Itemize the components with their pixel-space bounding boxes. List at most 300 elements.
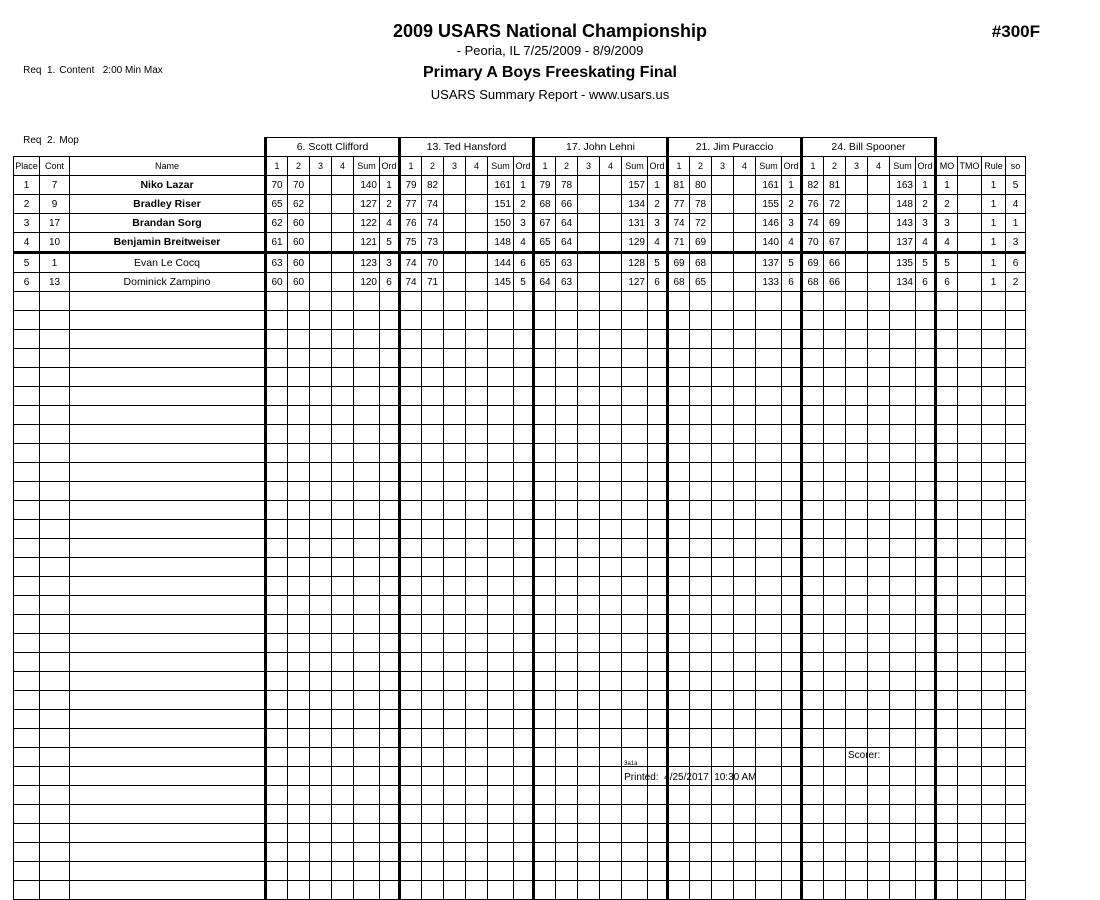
cell-empty[interactable] [782,330,802,349]
cell-j1-s2[interactable]: 60 [288,253,310,273]
cell-empty[interactable] [600,330,622,349]
cell-empty[interactable] [288,330,310,349]
cell-empty[interactable] [756,463,782,482]
cell-empty[interactable] [380,311,400,330]
cell-empty[interactable] [936,843,958,862]
cell-empty[interactable] [70,330,266,349]
cell-empty[interactable] [782,501,802,520]
cell-empty[interactable] [466,330,488,349]
cell-empty[interactable] [332,596,354,615]
cell-empty[interactable] [1006,805,1026,824]
cell-empty[interactable] [40,786,70,805]
cell-j5-sum[interactable]: 143 [890,214,916,233]
cell-empty[interactable] [782,482,802,501]
cell-empty[interactable] [648,520,668,539]
cell-empty[interactable] [514,577,534,596]
cell-empty[interactable] [648,881,668,900]
cell-empty[interactable] [958,349,982,368]
cell-empty[interactable] [400,786,422,805]
cell-empty[interactable] [846,634,868,653]
cell-empty[interactable] [380,653,400,672]
cell-empty[interactable] [578,615,600,634]
cell-empty[interactable] [70,463,266,482]
cell-empty[interactable] [288,767,310,786]
cell-empty[interactable] [488,748,514,767]
cell-j4-s2[interactable]: 78 [690,195,712,214]
cell-empty[interactable] [310,558,332,577]
cell-empty[interactable] [288,577,310,596]
cell-empty[interactable] [824,558,846,577]
cell-j1-s2[interactable]: 62 [288,195,310,214]
cell-empty[interactable] [802,387,824,406]
cell-j1-s4[interactable] [332,233,354,253]
cell-j1-ord[interactable]: 4 [380,214,400,233]
cell-empty[interactable] [734,881,756,900]
cell-empty[interactable] [288,843,310,862]
cell-so[interactable]: 3 [1006,233,1026,253]
cell-empty[interactable] [514,330,534,349]
cell-empty[interactable] [712,444,734,463]
cell-empty[interactable] [690,425,712,444]
cell-empty[interactable] [488,881,514,900]
cell-empty[interactable] [332,672,354,691]
cell-empty[interactable] [400,672,422,691]
cell-empty[interactable] [534,387,556,406]
cell-empty[interactable] [556,786,578,805]
cell-empty[interactable] [690,824,712,843]
cell-empty[interactable] [422,330,444,349]
table-row-empty[interactable] [14,520,1026,539]
cell-empty[interactable] [982,729,1006,748]
cell-empty[interactable] [266,634,288,653]
cell-empty[interactable] [982,349,1006,368]
cell-empty[interactable] [332,862,354,881]
cell-empty[interactable] [422,558,444,577]
cell-empty[interactable] [756,748,782,767]
cell-empty[interactable] [890,425,916,444]
cell-empty[interactable] [400,387,422,406]
cell-empty[interactable] [916,558,936,577]
cell-empty[interactable] [756,577,782,596]
cell-empty[interactable] [400,824,422,843]
cell-empty[interactable] [982,672,1006,691]
cell-empty[interactable] [400,501,422,520]
cell-empty[interactable] [556,843,578,862]
cell-empty[interactable] [890,558,916,577]
cell-empty[interactable] [310,596,332,615]
cell-empty[interactable] [734,710,756,729]
cell-empty[interactable] [40,311,70,330]
cell-empty[interactable] [824,349,846,368]
cell-empty[interactable] [40,387,70,406]
cell-empty[interactable] [802,349,824,368]
cell-empty[interactable] [354,292,380,311]
cell-empty[interactable] [354,482,380,501]
cell-tmo[interactable] [958,273,982,292]
cell-empty[interactable] [354,558,380,577]
cell-empty[interactable] [444,805,466,824]
cell-empty[interactable] [600,501,622,520]
cell-empty[interactable] [354,729,380,748]
cell-empty[interactable] [466,691,488,710]
cell-empty[interactable] [600,805,622,824]
cell-j5-s1[interactable]: 82 [802,176,824,195]
cell-empty[interactable] [824,501,846,520]
cell-empty[interactable] [712,425,734,444]
cell-empty[interactable] [936,862,958,881]
cell-empty[interactable] [288,881,310,900]
cell-j2-s2[interactable]: 82 [422,176,444,195]
cell-empty[interactable] [734,672,756,691]
cell-empty[interactable] [354,786,380,805]
cell-empty[interactable] [422,843,444,862]
cell-empty[interactable] [936,748,958,767]
cell-empty[interactable] [444,368,466,387]
cell-empty[interactable] [488,444,514,463]
cell-empty[interactable] [712,634,734,653]
cell-empty[interactable] [70,292,266,311]
cell-empty[interactable] [70,862,266,881]
cell-empty[interactable] [1006,482,1026,501]
cell-empty[interactable] [734,501,756,520]
cell-empty[interactable] [578,444,600,463]
cell-empty[interactable] [782,672,802,691]
cell-empty[interactable] [578,463,600,482]
cell-empty[interactable] [756,596,782,615]
cell-j4-s4[interactable] [734,176,756,195]
cell-j3-s1[interactable]: 67 [534,214,556,233]
cell-empty[interactable] [936,653,958,672]
cell-empty[interactable] [488,463,514,482]
cell-empty[interactable] [648,387,668,406]
cell-empty[interactable] [380,805,400,824]
cell-j3-sum[interactable]: 127 [622,273,648,292]
table-row-empty[interactable] [14,786,1026,805]
cell-place[interactable]: 4 [14,233,40,253]
cell-empty[interactable] [846,368,868,387]
cell-empty[interactable] [846,710,868,729]
cell-empty[interactable] [782,444,802,463]
cell-empty[interactable] [1006,368,1026,387]
cell-empty[interactable] [266,558,288,577]
cell-empty[interactable] [332,710,354,729]
cell-empty[interactable] [982,520,1006,539]
cell-empty[interactable] [916,748,936,767]
cell-rule[interactable]: 1 [982,176,1006,195]
cell-empty[interactable] [890,596,916,615]
cell-empty[interactable] [916,881,936,900]
cell-empty[interactable] [354,444,380,463]
cell-empty[interactable] [622,881,648,900]
cell-empty[interactable] [622,710,648,729]
cell-empty[interactable] [70,634,266,653]
cell-empty[interactable] [380,691,400,710]
cell-empty[interactable] [756,349,782,368]
cell-empty[interactable] [332,292,354,311]
cell-empty[interactable] [982,691,1006,710]
cell-empty[interactable] [1006,577,1026,596]
cell-empty[interactable] [556,729,578,748]
cell-empty[interactable] [648,292,668,311]
cell-empty[interactable] [488,596,514,615]
cell-empty[interactable] [712,710,734,729]
cell-empty[interactable] [712,482,734,501]
cell-empty[interactable] [958,672,982,691]
cell-empty[interactable] [734,634,756,653]
cell-empty[interactable] [514,672,534,691]
cell-empty[interactable] [782,406,802,425]
cell-empty[interactable] [916,444,936,463]
cell-tmo[interactable] [958,214,982,233]
cell-empty[interactable] [802,596,824,615]
cell-empty[interactable] [622,463,648,482]
cell-empty[interactable] [802,615,824,634]
cell-empty[interactable] [380,482,400,501]
cell-empty[interactable] [488,710,514,729]
cell-empty[interactable] [578,406,600,425]
cell-empty[interactable] [556,710,578,729]
cell-j4-s3[interactable] [712,273,734,292]
cell-empty[interactable] [422,786,444,805]
cell-empty[interactable] [890,653,916,672]
cell-empty[interactable] [14,596,40,615]
cell-j2-s2[interactable]: 71 [422,273,444,292]
cell-empty[interactable] [466,387,488,406]
cell-empty[interactable] [734,843,756,862]
cell-empty[interactable] [824,672,846,691]
cell-empty[interactable] [712,843,734,862]
cell-empty[interactable] [14,577,40,596]
cell-empty[interactable] [600,482,622,501]
cell-empty[interactable] [266,805,288,824]
cell-empty[interactable] [690,881,712,900]
cell-empty[interactable] [824,615,846,634]
cell-empty[interactable] [600,881,622,900]
cell-j1-s4[interactable] [332,273,354,292]
cell-empty[interactable] [824,444,846,463]
cell-empty[interactable] [534,349,556,368]
cell-empty[interactable] [310,330,332,349]
cell-empty[interactable] [380,444,400,463]
cell-empty[interactable] [734,729,756,748]
cell-empty[interactable] [890,311,916,330]
cell-empty[interactable] [890,786,916,805]
cell-empty[interactable] [958,862,982,881]
cell-empty[interactable] [982,862,1006,881]
cell-empty[interactable] [466,349,488,368]
cell-empty[interactable] [622,444,648,463]
cell-empty[interactable] [466,653,488,672]
cell-empty[interactable] [444,634,466,653]
cell-j5-s2[interactable]: 69 [824,214,846,233]
cell-empty[interactable] [310,311,332,330]
cell-empty[interactable] [40,596,70,615]
cell-empty[interactable] [648,577,668,596]
cell-empty[interactable] [622,539,648,558]
cell-empty[interactable] [14,691,40,710]
cell-empty[interactable] [354,824,380,843]
cell-empty[interactable] [354,596,380,615]
cell-empty[interactable] [332,311,354,330]
cell-empty[interactable] [40,710,70,729]
cell-empty[interactable] [668,729,690,748]
cell-empty[interactable] [622,501,648,520]
cell-empty[interactable] [756,368,782,387]
cell-empty[interactable] [70,824,266,843]
cell-j2-s2[interactable]: 70 [422,253,444,273]
cell-empty[interactable] [982,558,1006,577]
cell-rule[interactable]: 1 [982,195,1006,214]
cell-empty[interactable] [400,729,422,748]
cell-empty[interactable] [782,349,802,368]
table-row-empty[interactable] [14,691,1026,710]
cell-empty[interactable] [444,539,466,558]
cell-empty[interactable] [958,482,982,501]
cell-empty[interactable] [712,881,734,900]
cell-empty[interactable] [734,596,756,615]
cell-empty[interactable] [310,653,332,672]
cell-empty[interactable] [466,843,488,862]
cell-empty[interactable] [578,824,600,843]
cell-j5-s1[interactable]: 69 [802,253,824,273]
cell-j2-s3[interactable] [444,273,466,292]
cell-empty[interactable] [40,729,70,748]
cell-empty[interactable] [802,862,824,881]
cell-empty[interactable] [846,843,868,862]
cell-empty[interactable] [868,501,890,520]
cell-j4-ord[interactable]: 3 [782,214,802,233]
cell-empty[interactable] [400,805,422,824]
cell-empty[interactable] [958,805,982,824]
cell-empty[interactable] [266,862,288,881]
cell-j3-ord[interactable]: 1 [648,176,668,195]
cell-empty[interactable] [444,406,466,425]
cell-j5-s4[interactable] [868,233,890,253]
cell-tmo[interactable] [958,195,982,214]
cell-place[interactable]: 2 [14,195,40,214]
cell-empty[interactable] [1006,729,1026,748]
cell-empty[interactable] [310,520,332,539]
cell-empty[interactable] [354,748,380,767]
cell-empty[interactable] [332,406,354,425]
cell-empty[interactable] [14,368,40,387]
cell-empty[interactable] [380,615,400,634]
cell-j3-s3[interactable] [578,253,600,273]
cell-empty[interactable] [70,691,266,710]
cell-j1-ord[interactable]: 2 [380,195,400,214]
cell-empty[interactable] [600,311,622,330]
cell-empty[interactable] [1006,311,1026,330]
cell-empty[interactable] [690,672,712,691]
cell-empty[interactable] [648,501,668,520]
cell-empty[interactable] [868,482,890,501]
cell-j2-s4[interactable] [466,253,488,273]
cell-empty[interactable] [712,463,734,482]
cell-empty[interactable] [466,634,488,653]
cell-empty[interactable] [14,634,40,653]
cell-empty[interactable] [534,862,556,881]
cell-empty[interactable] [890,710,916,729]
cell-empty[interactable] [600,368,622,387]
cell-j1-s1[interactable]: 60 [266,273,288,292]
cell-empty[interactable] [868,539,890,558]
cell-empty[interactable] [422,444,444,463]
cell-empty[interactable] [266,539,288,558]
cell-empty[interactable] [266,748,288,767]
cell-empty[interactable] [600,862,622,881]
cell-empty[interactable] [310,501,332,520]
cell-empty[interactable] [802,463,824,482]
cell-empty[interactable] [868,425,890,444]
cell-empty[interactable] [916,824,936,843]
cell-empty[interactable] [14,729,40,748]
cell-empty[interactable] [70,767,266,786]
cell-empty[interactable] [354,767,380,786]
cell-empty[interactable] [70,349,266,368]
cell-j2-s1[interactable]: 74 [400,273,422,292]
cell-empty[interactable] [534,634,556,653]
cell-empty[interactable] [266,767,288,786]
table-row-empty[interactable] [14,672,1026,691]
cell-j5-s3[interactable] [846,253,868,273]
cell-empty[interactable] [332,539,354,558]
cell-empty[interactable] [824,463,846,482]
table-row-empty[interactable] [14,349,1026,368]
cell-j4-sum[interactable]: 137 [756,253,782,273]
cell-empty[interactable] [982,805,1006,824]
cell-empty[interactable] [802,444,824,463]
cell-empty[interactable] [578,881,600,900]
cell-empty[interactable] [734,406,756,425]
cell-empty[interactable] [890,444,916,463]
cell-empty[interactable] [916,577,936,596]
cell-empty[interactable] [514,691,534,710]
cell-empty[interactable] [422,824,444,843]
cell-empty[interactable] [332,425,354,444]
cell-empty[interactable] [488,862,514,881]
cell-empty[interactable] [648,691,668,710]
cell-empty[interactable] [488,634,514,653]
cell-empty[interactable] [734,330,756,349]
cell-empty[interactable] [354,653,380,672]
cell-empty[interactable] [310,767,332,786]
cell-empty[interactable] [982,596,1006,615]
cell-empty[interactable] [288,349,310,368]
cell-empty[interactable] [288,539,310,558]
cell-empty[interactable] [936,444,958,463]
cell-empty[interactable] [380,748,400,767]
cell-empty[interactable] [690,691,712,710]
cell-empty[interactable] [40,634,70,653]
cell-empty[interactable] [332,805,354,824]
cell-empty[interactable] [14,463,40,482]
cell-empty[interactable] [690,729,712,748]
cell-empty[interactable] [846,824,868,843]
cell-j2-s1[interactable]: 75 [400,233,422,253]
cell-empty[interactable] [534,368,556,387]
cell-empty[interactable] [734,862,756,881]
table-row-empty[interactable] [14,292,1026,311]
cell-empty[interactable] [488,311,514,330]
cell-empty[interactable] [824,596,846,615]
cell-empty[interactable] [514,843,534,862]
cell-empty[interactable] [354,691,380,710]
cell-j5-s1[interactable]: 74 [802,214,824,233]
cell-empty[interactable] [802,767,824,786]
cell-empty[interactable] [422,349,444,368]
cell-empty[interactable] [936,406,958,425]
cell-empty[interactable] [422,425,444,444]
